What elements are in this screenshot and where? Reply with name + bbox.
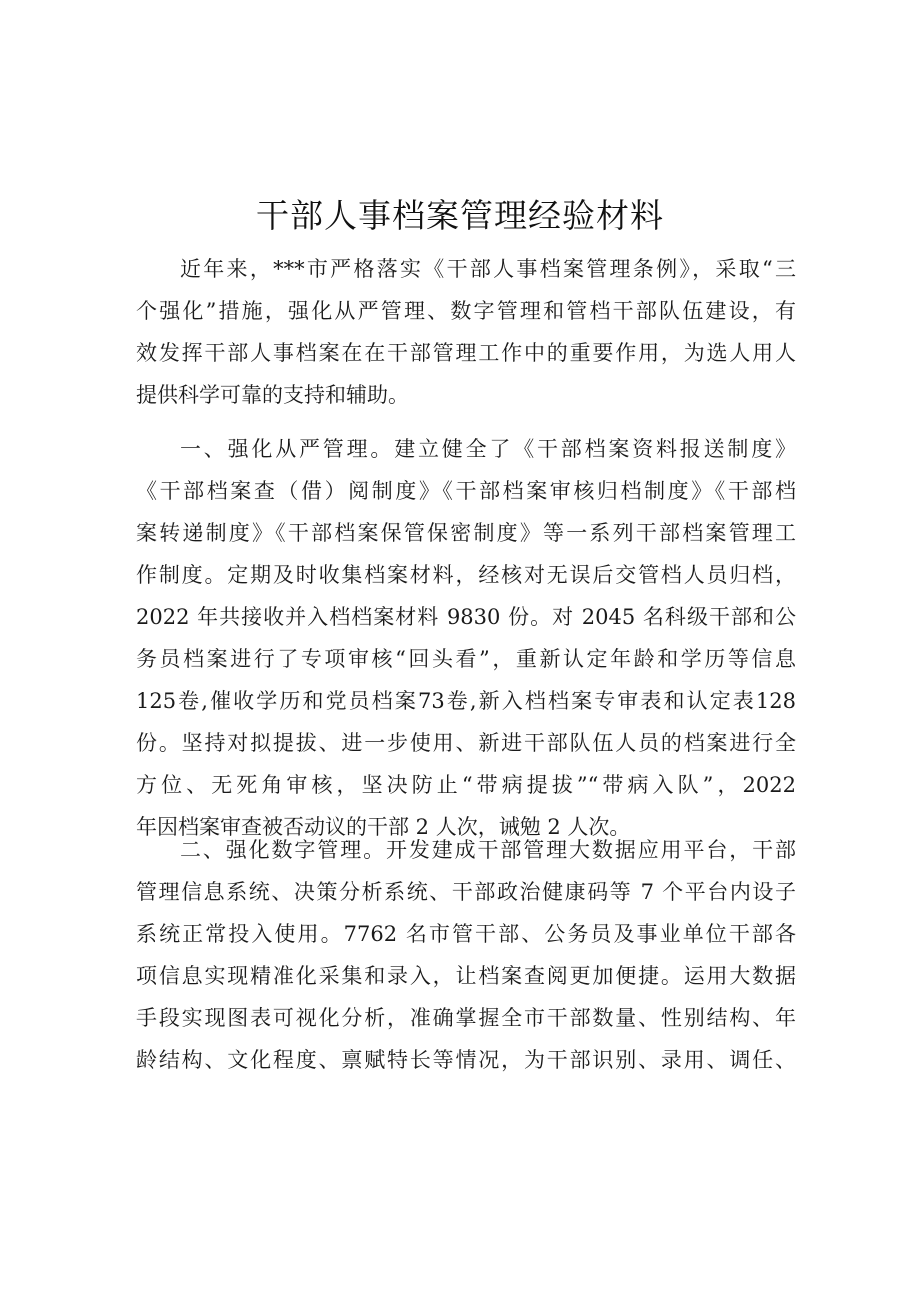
paragraph-line: 项信息实现精准化采集和录入，让档案查阅更加便捷。运用大数据 [136, 964, 796, 988]
paragraph-line: 务员档案进行了专项审核“回头看”，重新认定年龄和学历等信息 [136, 647, 796, 671]
paragraph-introduction [136, 248, 796, 416]
paragraph-line: 年因档案审查被否动议的干部 2 人次，诫勉 2 人次。 [136, 815, 631, 839]
paragraph-line: 系统正常投入使用。7762 名市管干部、公务员及事业单位干部各 [136, 922, 796, 946]
paragraph-line: 方位、无死角审核，坚决防止“带病提拔”“带病入队”，2022 [136, 773, 796, 797]
paragraph-line: 125卷,催收学历和党员档案73卷,新入档档案专审表和认定表128 [136, 689, 796, 713]
paragraph-line: 《干部档案查（借）阅制度》《干部档案审核归档制度》《干部档 [136, 479, 796, 503]
paragraph-digital-management [136, 829, 796, 1081]
paragraph-line: 管理信息系统、决策分析系统、干部政治健康码等 7 个平台内设子 [136, 880, 796, 904]
paragraph-line: 近年来，***市严格落实《干部人事档案管理条例》，采取“三 [180, 257, 796, 281]
paragraph-line: 效发挥干部人事档案在在干部管理工作中的重要作用，为选人用人 [136, 341, 796, 365]
paragraph-line: 二、强化数字管理。开发建成干部管理大数据应用平台，干部 [180, 838, 796, 862]
paragraph-line: 提供科学可靠的支持和辅助。 [136, 383, 409, 407]
paragraph-line: 2022 年共接收并入档档案材料 9830 份。对 2045 名科级干部和公 [136, 605, 796, 629]
paragraph-line: 份。坚持对拟提拔、进一步使用、新进干部队伍人员的档案进行全 [136, 731, 796, 755]
paragraph-line: 一、强化从严管理。建立健全了《干部档案资料报送制度》 [180, 437, 796, 461]
paragraph-line: 案转递制度》《干部档案保管保密制度》等一系列干部档案管理工 [136, 521, 796, 545]
paragraph-line: 个强化”措施，强化从严管理、数字管理和管档干部队伍建设，有 [136, 299, 796, 323]
paragraph-line: 作制度。定期及时收集档案材料，经核对无误后交管档人员归档， [136, 563, 796, 587]
paragraph-line: 龄结构、文化程度、禀赋特长等情况，为干部识别、录用、调任、 [136, 1048, 796, 1072]
paragraph-strict-management [136, 428, 796, 848]
document-title: 干部人事档案管理经验材料 [256, 196, 664, 235]
paragraph-line: 手段实现图表可视化分析，准确掌握全市干部数量、性别结构、年 [136, 1006, 796, 1030]
